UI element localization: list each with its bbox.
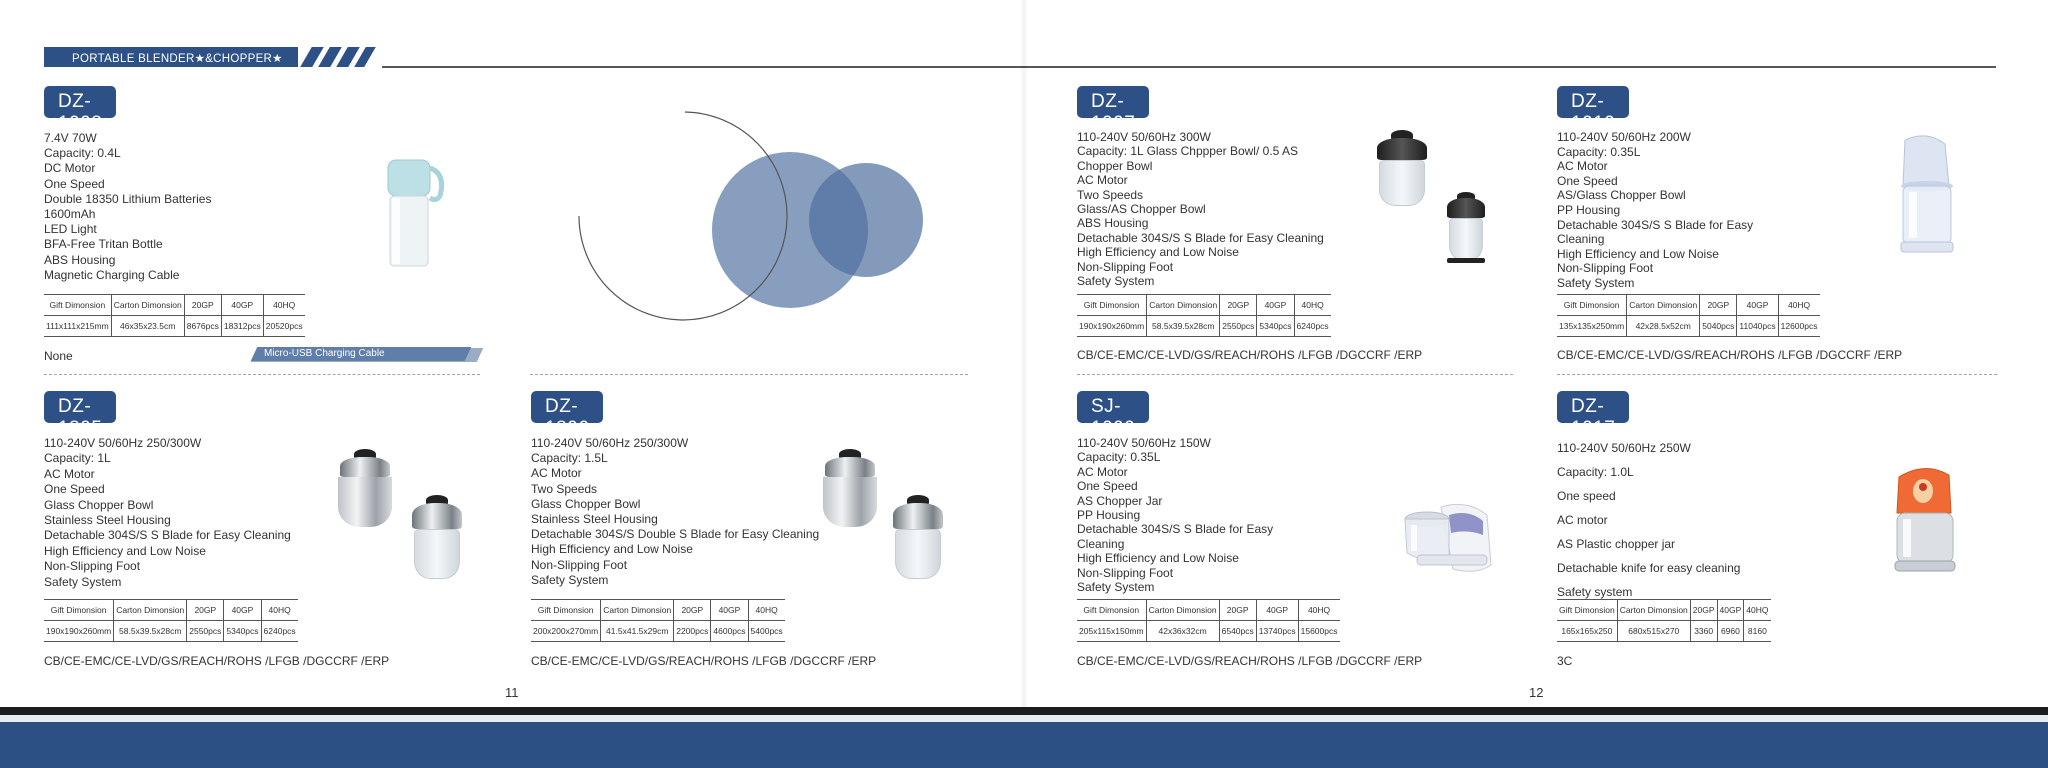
spec-item: Capacity: 0.35L [1557,144,1641,159]
spec-item: One Speed [1077,479,1138,494]
cell: 111x111x215mm [44,316,111,337]
col-20gp: 20GP [1700,295,1737,316]
spec-item: 110-240V 50/60Hz 250W [1557,441,1691,455]
spec-item: High Efficiency and Low Noise [1557,246,1719,261]
spec-item: 110-240V 50/60Hz 300W [1077,130,1211,144]
spec-list [1077,130,1324,288]
cell: 11040pcs [1737,316,1778,337]
spec-item: One Speed [1557,173,1618,188]
spec-item: High Efficiency and Low Noise [44,543,206,558]
spec-item: Two Speeds [531,481,598,496]
cell: 46x35x23.5cm [111,316,184,337]
spec-item: AC Motor [1557,159,1608,174]
table-header-row [531,600,785,621]
col-gift: Gift Dimonsion [1557,600,1617,621]
spec-item: ABS Housing [44,252,116,267]
cell: 42x28.5x52cm [1627,316,1700,337]
cell: 2550pcs [1220,316,1257,337]
spec-item: AC Motor [1077,464,1128,479]
product-image-steel-chopper-small [404,495,470,585]
spec-item: Glass/AS Chopper Bowl [1077,202,1206,217]
spec-item: 110-240V 50/60Hz 150W [1077,436,1211,450]
header-band [44,47,298,67]
col-40gp: 40GP [221,295,263,316]
cell: 20520pcs [263,316,304,337]
decor-circle-small [809,163,923,277]
spec-item: PP Housing [1077,508,1141,523]
col-carton: Carton Dimonsion [114,600,187,621]
spec-item: 110-240V 50/60Hz 250/300W [531,436,689,450]
spec-item: Capacity: 1L [44,451,111,466]
cell: 58.5x39.5x28cm [1147,316,1220,337]
page-number-right: 12 [1529,685,1544,700]
model-badge: DZ-1805 [44,391,116,423]
cell: 8676pcs [184,316,221,337]
certification: CB/CE-EMC/CE-LVD/GS/REACH/ROHS /LFGB /DGCCRF /ERP [44,654,390,668]
col-20gp: 20GP [1219,600,1256,621]
cell: 15600pcs [1298,621,1339,642]
spec-item: Safety System [44,574,122,589]
cell: 5340pcs [224,621,261,642]
spec-item: Safety System [1077,274,1155,289]
spec-item: DC Motor [44,161,96,176]
col-20gp: 20GP [184,295,221,316]
product-image-steel-chopper-small [885,495,951,585]
packing-table [531,599,785,642]
spec-item: High Efficiency and Low Noise [531,542,693,557]
spec-item: BFA-Free Tritan Bottle [44,237,163,252]
dotted-separator [1557,374,1997,375]
table-header-row [1077,295,1331,316]
header-rule [382,66,1996,68]
cell: 190x190x260mm [1077,316,1147,337]
spec-item: Safety System [531,572,609,587]
spec-list [44,436,291,590]
col-20gp: 20GP [674,600,711,621]
dotted-separator [1077,374,1513,375]
product-image-steel-chopper-large [817,449,883,535]
product-image-mini-chopper [1397,495,1497,577]
spec-item: Detachable 304S/S S Blade for Easy [1077,522,1274,537]
spec-item: Detachable 304S/S S Blade for Easy Cleaning [44,528,291,543]
table-header-row [44,295,305,316]
col-gift: Gift Dimonsion [1077,295,1147,316]
certification: None [44,349,73,363]
packing-table [1557,294,1820,337]
model-badge: DZ-1019 [1557,86,1629,118]
certification: CB/CE-EMC/CE-LVD/GS/REACH/ROHS /LFGB /DGCCRF /ERP [1077,348,1423,362]
spec-item: 7.4V 70W [44,131,97,145]
col-40gp: 40GP [1257,295,1294,316]
cell: 8160 [1744,621,1771,642]
cell: 2550pcs [187,621,224,642]
spec-item: Non-Slipping Foot [1557,261,1654,276]
packing-table [1077,599,1340,642]
spec-list [1557,436,1740,604]
certification: 3C [1557,654,1573,668]
cell: 6540pcs [1219,621,1256,642]
packing-table [44,599,298,642]
certification: CB/CE-EMC/CE-LVD/GS/REACH/ROHS /LFGB /DGCCRF /ERP [1077,654,1423,668]
spec-item: Non-Slipping Foot [44,559,141,574]
product-image-orange-chopper [1887,463,1963,587]
spec-item: Glass Chopper Bowl [44,497,154,512]
col-gift: Gift Dimonsion [44,295,111,316]
table-row [44,316,305,337]
cell: 680x515x270 [1617,621,1690,642]
cell: 200x200x270mm [531,621,601,642]
spec-item: Detachable 304S/S S Blade for Easy [1557,217,1754,232]
cell: 3360 [1690,621,1717,642]
footer-rule [0,707,2048,715]
spec-item: ABS Housing [1077,216,1149,231]
spec-item: Two Speeds [1077,187,1144,202]
spec-item: AC Motor [1077,173,1128,188]
col-40hq: 40HQ [1744,600,1771,621]
spec-item: Capacity: 1.0L [1557,465,1634,479]
col-40gp: 40GP [1717,600,1744,621]
cell: 2200pcs [674,621,711,642]
table-row [1077,621,1340,642]
spec-item: Magnetic Charging Cable [44,267,180,282]
table-header-row [1077,600,1340,621]
product-image-chopper-small [1441,192,1491,266]
col-40hq: 40HQ [261,600,298,621]
spec-item: Non-Slipping Foot [531,557,628,572]
spec-item: Double 18350 Lithium Batteries [44,191,212,206]
col-20gp: 20GP [1220,295,1257,316]
spec-item: Detachable 304S/S Double S Blade for Easy Cleaning [531,527,820,542]
callout-text: Micro-USB Charging Cable [264,348,385,359]
header-title: PORTABLE BLENDER★&CHOPPER★ [72,53,283,65]
spec-item: Chopper Bowl [1077,158,1153,173]
spec-item: Stainless Steel Housing [531,512,658,527]
spec-item: Capacity: 1L Glass Chppper Bowl/ 0.5 AS [1077,144,1299,159]
spec-item: AC Motor [44,466,95,481]
spec-item: One Speed [44,482,105,497]
model-badge: DZ-1806 [531,391,603,423]
table-row [531,621,785,642]
spec-item: 110-240V 50/60Hz 200W [1557,130,1691,144]
table-header-row [1557,295,1820,316]
col-40hq: 40HQ [748,600,785,621]
spec-item: High Efficiency and Low Noise [1077,245,1239,260]
table-header-row [44,600,298,621]
cell: 6240pcs [1294,316,1331,337]
spec-item: One speed [1557,489,1616,503]
cell: 41.5x41.5x29cm [601,621,674,642]
spec-item: Non-Slipping Foot [1077,565,1174,580]
model-badge: DZ-1017 [1557,391,1629,423]
cell: 6240pcs [261,621,298,642]
spec-list [1557,130,1753,291]
product-image-bottle [380,158,490,273]
col-20gp: 20GP [187,600,224,621]
spec-list [1077,436,1273,594]
cell: 13740pcs [1256,621,1298,642]
spec-item: One Speed [44,176,105,191]
product-image-white-chopper [1887,134,1967,264]
dotted-separator [44,374,480,375]
spec-item: Stainless Steel Housing [44,513,171,528]
spec-item: AC Motor [531,466,582,481]
certification: CB/CE-EMC/CE-LVD/GS/REACH/ROHS /LFGB /DGCCRF /ERP [531,654,877,668]
col-40hq: 40HQ [1298,600,1339,621]
packing-table [44,294,305,337]
cell: 12600pcs [1778,316,1819,337]
model-badge: DZ-1908 [44,86,116,118]
certification: CB/CE-EMC/CE-LVD/GS/REACH/ROHS /LFGB /DGCCRF /ERP [1557,348,1903,362]
cell: 18312pcs [221,316,263,337]
page-fold [1020,0,1028,707]
spec-item: High Efficiency and Low Noise [1077,551,1239,566]
col-40gp: 40GP [1256,600,1298,621]
spec-item: AS Chopper Jar [1077,493,1163,508]
col-carton: Carton Dimonsion [1617,600,1690,621]
spec-item: AS Plastic chopper jar [1557,537,1676,551]
product-image-chopper-large [1367,130,1437,210]
col-carton: Carton Dimonsion [601,600,674,621]
col-carton: Carton Dimonsion [1147,295,1220,316]
spec-item: LED Light [44,222,97,237]
spec-list [44,131,211,283]
table-row [1077,316,1331,337]
spec-item: Safety System [1077,580,1155,595]
table-row [1557,621,1771,642]
col-gift: Gift Dimonsion [1557,295,1627,316]
col-carton: Carton Dimonsion [1627,295,1700,316]
spec-item: Capacity: 0.4L [44,146,121,161]
table-header-row [1557,600,1771,621]
col-40gp: 40GP [224,600,261,621]
col-gift: Gift Dimonsion [531,600,601,621]
footer-gap [0,715,2048,722]
spec-item: Safety System [1557,275,1635,290]
spec-item: Glass Chopper Bowl [531,496,641,511]
spec-item: PP Housing [1557,202,1621,217]
cell: 4600pcs [711,621,748,642]
cell: 165x165x250 [1557,621,1617,642]
col-40hq: 40HQ [263,295,304,316]
product-image-steel-chopper-large [332,449,398,535]
cell: 5400pcs [748,621,785,642]
spec-item: Safety system [1557,585,1633,599]
col-40hq: 40HQ [1778,295,1819,316]
spec-item: 1600mAh [44,207,96,222]
decorative-circles [560,100,940,350]
spec-item: Capacity: 1.5L [531,451,608,466]
spec-item: AS/Glass Chopper Bowl [1557,188,1686,203]
footer-band [0,722,2048,768]
col-gift: Gift Dimonsion [1077,600,1146,621]
spec-item: Non-Slipping Foot [1077,259,1174,274]
cell: 190x190x260mm [44,621,114,642]
spec-item: Cleaning [1077,536,1125,551]
spec-item: Capacity: 0.35L [1077,450,1161,465]
col-carton: Carton Dimonsion [111,295,184,316]
cell: 5340pcs [1257,316,1294,337]
cell: 5040pcs [1700,316,1737,337]
col-40hq: 40HQ [1294,295,1331,316]
spec-item: Detachable knife for easy cleaning [1557,561,1741,575]
col-40gp: 40GP [1737,295,1778,316]
table-row [1557,316,1820,337]
col-20gp: 20GP [1690,600,1717,621]
table-row [44,621,298,642]
dotted-separator [530,374,968,375]
spec-item: Detachable 304S/S S Blade for Easy Cleaning [1077,230,1324,245]
col-carton: Carton Dimonsion [1146,600,1219,621]
packing-table [1557,599,1771,642]
cell: 205x115x150mm [1077,621,1146,642]
page-number-left: 11 [505,685,519,700]
spec-item: AC motor [1557,513,1608,527]
cell: 58.5x39.5x28cm [114,621,187,642]
spec-list [531,436,819,588]
packing-table [1077,294,1331,337]
cell: 6960 [1717,621,1744,642]
model-badge: DZ-1907 [1077,86,1149,118]
col-gift: Gift Dimonsion [44,600,114,621]
col-40gp: 40GP [711,600,748,621]
model-badge: SJ-1009 [1077,391,1149,423]
cell: 135x135x250mm [1557,316,1627,337]
spec-item: Cleaning [1557,232,1605,247]
cell: 42x36x32cm [1146,621,1219,642]
spec-item: 110-240V 50/60Hz 250/300W [44,436,202,450]
